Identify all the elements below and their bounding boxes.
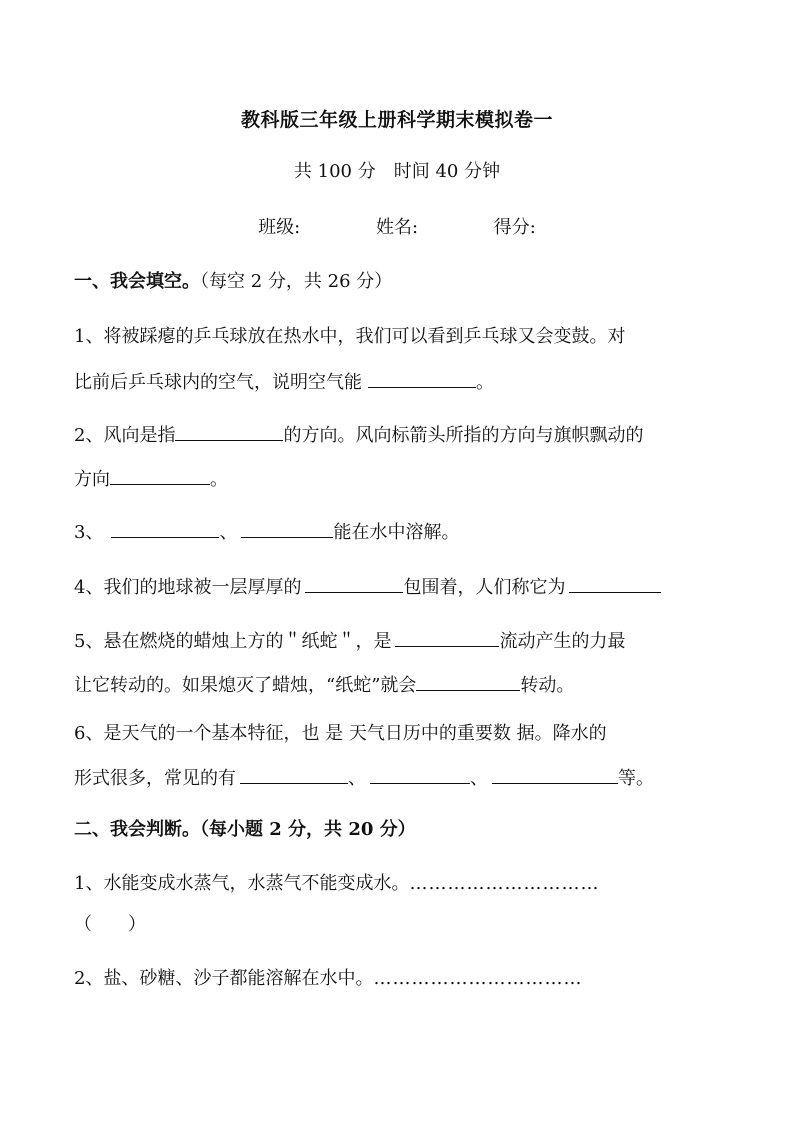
q6-line2 bbox=[74, 765, 794, 791]
q6-line1: 6、是天气的一个基本特征，也 是 天气日历中的重要数 据。降水的 bbox=[74, 723, 607, 744]
q2-blank-2[interactable] bbox=[110, 466, 210, 485]
q2-line2 bbox=[74, 466, 794, 492]
student-info-row bbox=[0, 216, 794, 240]
q6-end: 等。 bbox=[618, 768, 654, 789]
section1-note: （每空 2 分，共 26 分） bbox=[200, 271, 393, 292]
page-subtitle: 共 100 分 时间 40 分钟 bbox=[293, 161, 501, 182]
q2-blank-1[interactable] bbox=[175, 422, 283, 441]
q5-text-d: 转动。 bbox=[520, 675, 575, 696]
q2-text-a: 2、风向是指 bbox=[74, 425, 176, 446]
q3-text: 能在水中溶解。 bbox=[333, 522, 460, 543]
class-label: 班级: bbox=[258, 217, 301, 238]
q6-sep-2: 、 bbox=[470, 768, 488, 789]
q3-sep: 、 bbox=[219, 522, 238, 543]
judge-q2-dots: …………………………… bbox=[373, 968, 583, 989]
score-label: 得分: bbox=[493, 217, 536, 238]
q5-text-a: 5、悬在燃烧的蜡烛上方的＂纸蛇＂，是 bbox=[74, 631, 392, 652]
q4-line bbox=[74, 574, 794, 600]
section1-heading: 一、我会填空。 bbox=[74, 271, 200, 292]
q6-text-a: 形式很多，常见的有 bbox=[74, 768, 236, 789]
judge-q2-line bbox=[74, 967, 794, 991]
q5-text-b: 流动产生的力最 bbox=[499, 631, 626, 652]
q6-blank-3[interactable] bbox=[492, 765, 618, 784]
judge-q1-text: 1、水能变成水蒸气，水蒸气不能变成水。 bbox=[74, 873, 410, 894]
q3-line bbox=[74, 519, 794, 545]
q6-blank-2[interactable] bbox=[370, 765, 470, 784]
q4-text-b: 包围着，人们称它为 bbox=[403, 577, 566, 598]
q1-line2 bbox=[74, 369, 794, 395]
q4-blank-1[interactable] bbox=[305, 574, 403, 593]
judge-q1-line bbox=[74, 872, 794, 896]
name-label: 姓名: bbox=[375, 217, 419, 238]
q2-line1 bbox=[74, 422, 794, 448]
q5-blank-2[interactable] bbox=[416, 672, 520, 691]
judge-q1-dots: ………………………… bbox=[409, 873, 600, 894]
page-title: 教科版三年级上册科学期末模拟卷一 bbox=[240, 109, 553, 131]
q3-number: 3、 bbox=[74, 522, 104, 543]
q5-text-c: 让它转动的。如果熄灭了蜡烛，“纸蛇”就会 bbox=[74, 675, 417, 696]
q6-sep-1: 、 bbox=[348, 768, 366, 789]
q2-text-c: 方向 bbox=[74, 469, 110, 490]
q5-blank-1[interactable] bbox=[395, 628, 499, 647]
q4-text-a: 4、我们的地球被一层厚厚的 bbox=[74, 577, 302, 598]
q3-blank-2[interactable] bbox=[241, 519, 333, 538]
q1-text: 比前后乒乓球内的空气，说明空气能 bbox=[74, 372, 362, 393]
q5-line2 bbox=[74, 672, 794, 698]
q5-line1 bbox=[74, 628, 794, 654]
q1-line1: 1、将被踩瘪的乒乓球放在热水中，我们可以看到乒乓球又会变鼓。对 bbox=[74, 326, 626, 347]
q3-blank-1[interactable] bbox=[111, 519, 219, 538]
q2-text-b: 的方向。风向标箭头所指的方向与旗帜飘动的 bbox=[283, 425, 644, 446]
q4-blank-2[interactable] bbox=[569, 574, 661, 593]
q6-blank-1[interactable] bbox=[240, 765, 348, 784]
q1-blank[interactable] bbox=[368, 369, 476, 388]
section2-heading: 二、我会判断。（每小题 2 分，共 20 分） bbox=[74, 819, 416, 840]
q2-end: 。 bbox=[210, 469, 228, 490]
judge-q1-answer[interactable]: （ ） bbox=[74, 914, 146, 935]
section1-heading-row bbox=[74, 270, 794, 294]
judge-q2-text: 2、盐、砂糖、沙子都能溶解在水中。 bbox=[74, 968, 374, 989]
q1-end: 。 bbox=[476, 372, 494, 393]
